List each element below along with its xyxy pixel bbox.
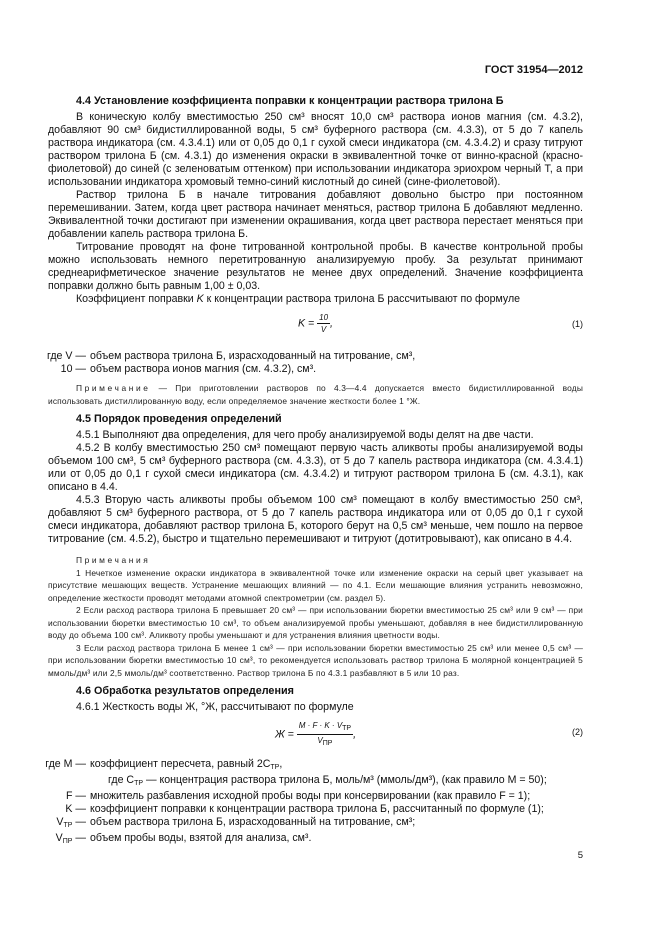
- formula-1: [48, 312, 583, 346]
- notes-label: Примечания: [76, 555, 151, 565]
- paragraph: 4.5.1 Выполняют два определения, для чего пробу анализируемой воды делят на две части.: [76, 429, 534, 441]
- note-item: 1 Нечеткое изменение окраски индикатора в эквивалентной точке или изменение окраски на серый цвет указывает на присутствие мешающих веществ. Устранение мешающих влияний — по 4.1. Если мешающие влияния устранить невозможно, определение жесткости проводят методами атомной спектрометрии (см. раздел 5).: [48, 567, 583, 603]
- term: K —: [65, 803, 86, 815]
- text: ,: [353, 728, 357, 741]
- definition: объем раствора ионов магния (см. 4.3.2), см³.: [90, 363, 317, 375]
- text: Коэффициент поправки: [76, 293, 197, 305]
- text: ,: [330, 317, 333, 330]
- subscript: ПР: [62, 838, 73, 845]
- fraction: [317, 312, 330, 335]
- text: V: [55, 832, 63, 844]
- subscript: ТР: [342, 725, 352, 732]
- text: —: [72, 832, 86, 844]
- term: [28, 832, 86, 848]
- note-label: Примечание: [76, 383, 151, 393]
- note-item: 2 Если расход раствора трилона Б превышает 20 см³ — при использовании бюретки вместимостью 25 см³ или 9 см³ — при использовании бюретки вместимостью 10 см³, то объем анализируемой пробы уменьшают, добавляя в нее бидистиллированную воду до объема 100 см³. Аликвоту пробы уменьшают и для устранения влияния цветности воды.: [48, 605, 583, 640]
- definition: множитель разбавления исходной пробы воды при консервировании (как правило F = 1);: [90, 790, 531, 802]
- section-4-4-heading: 4.4 Установление коэффициента поправки к концентрации раствора трилона Б: [76, 95, 504, 107]
- paragraph: 4.5.2 В колбу вместимостью 250 см³ помещают первую часть аликвоты пробы анализируемой воды объемом 100 см³, 5 см³ буферного раствора (см. 4.3.3), от 5 до 7 капель раствора индикатора (см. 4.3.4.1) или от 0,05 до 0,1 г сухой смеси индикатора (см. 4.3.4.2) и титруют раствором трилона Б (см. 4.3.1), как описано в 4.4.: [48, 442, 583, 493]
- symbol: K: [196, 293, 204, 305]
- note: [48, 382, 583, 407]
- term: F —: [65, 790, 86, 802]
- text: где C: [108, 774, 135, 786]
- term: где V —: [46, 350, 86, 362]
- text: — концентрация раствора трилона Б, моль/м³ (ммоль/дм³), (как правило M = 50);: [143, 774, 547, 786]
- formula-number: (1): [572, 319, 583, 329]
- formula-lhs: K =: [297, 317, 315, 330]
- formula-number: (2): [572, 727, 583, 737]
- subscript: ТР: [63, 822, 73, 829]
- subscript: ПР: [322, 740, 333, 747]
- term: где M —: [45, 758, 86, 770]
- section-4-6-heading: 4.6 Обработка результатов определения: [76, 685, 294, 697]
- fraction: [297, 720, 353, 749]
- subscript: ТР: [270, 764, 280, 771]
- paragraph: В коническую колбу вместимостью 250 см³ вносят 10,0 см³ раствора ионов магния (см. 4.3.2), добавляют 90 см³ бидистиллированной воды, 5 см³ буферного раствора (см. 4.3.3), от 5 до 7 капель раствора индикатора (см. 4.3.4.1) или от 0,05 до 0,1 г сухой смеси индикатора (см. 4.3.4.2) и сразу титруют раствором трилона Б (см. 4.3.1) до изменения окраски в эквивалентной точке от винно-красной (красно-фиолетовой) до синей (с зеленоватым оттенком) при использовании индикатора эриохром черный Т, а при использовании индикатора хромовый темно-синий кислотный до синей (сине-фиолетовой).: [48, 111, 583, 188]
- notes: [48, 554, 583, 679]
- formula-2: [48, 720, 583, 754]
- numerator: 10: [319, 313, 329, 322]
- definition: объем пробы воды, взятой для анализа, см³.: [90, 832, 312, 844]
- definition: [90, 774, 583, 790]
- legend-list: [28, 350, 583, 376]
- note-text: — При приготовлении растворов по 4.3—4.4 допускается вместо бидистиллированной воды использовать дистиллированную воду, если определяемое значение жесткости более 1 °Ж.: [48, 383, 583, 406]
- paragraph: Титрование проводят на фоне титрованной контрольной пробы. В качестве контрольной пробы можно использовать немного перетитрованную анализируемую пробу. За результат принимают среднеарифметическое значение результатов не менее двух определений. Значение коэффициента поправки должно быть равным 1,00 ± 0,03.: [48, 241, 583, 292]
- definition: коэффициент поправки к концентрации раствора трилона Б, рассчитанный по формуле (1);: [90, 803, 544, 815]
- text: V: [56, 816, 64, 828]
- page-number: 5: [577, 850, 583, 861]
- note-item: 3 Если расход раствора трилона Б менее 1 см³ — при использовании бюретки вместимостью 25 см³ или менее 0,5 см³ — при использовании бюретки вместимостью 10 см³, то рекомендуется использовать раствор трилона Б молярной концентрацией 5 ммоль/дм³ или 2,5 ммоль/дм³ соответственно. Раствор трилона Б по 4.3.1 разбавляют в 5 или 10 раз.: [48, 642, 583, 678]
- numerator: [297, 720, 353, 735]
- text: ,: [279, 758, 283, 770]
- text: коэффициент пересчета, равный 2C: [90, 758, 271, 770]
- legend-list: [28, 758, 583, 848]
- definition: объем раствора трилона Б, израсходованный на титрование, см³,: [90, 350, 416, 362]
- subscript: ТР: [134, 780, 144, 787]
- term: [28, 774, 86, 790]
- term: [28, 816, 86, 832]
- document-page: [45, 64, 583, 848]
- section-4-5-heading: 4.5 Порядок проведения определений: [76, 413, 282, 425]
- denominator: [297, 735, 353, 749]
- paragraph: 4.6.1 Жесткость воды Ж, °Ж, рассчитывают по формуле: [76, 701, 354, 713]
- formula-lhs: Ж =: [274, 728, 294, 741]
- text: к концентрации раствора трилона Б рассчитывают по формуле: [203, 293, 521, 305]
- definition: объем раствора трилона Б, израсходованный на титрование, см³;: [90, 816, 416, 828]
- document-header: ГОСТ 31954—2012: [484, 64, 583, 76]
- definition: [90, 758, 583, 774]
- text: —: [72, 816, 86, 828]
- term: 10 —: [60, 363, 86, 375]
- denominator: V: [320, 325, 327, 334]
- paragraph: 4.5.3 Вторую часть аликвоты пробы объемом 100 см³ помещают в колбу вместимостью 250 см³, добавляют 5 см³ буферного раствора, от 5 до 7 капель раствора индикатора или от 0,05 до 0,1 г сухой смеси индикатора, добавляют раствор трилона Б, которого берут на 0,5 см³ меньше, чем пошло на первое титрование (см. 4.5.2), быстро и тщательно перемешивают и титруют (дотитровывают), как описано в 4.4.: [48, 494, 583, 545]
- paragraph: [48, 293, 583, 306]
- text: M · F · K · V: [298, 721, 343, 730]
- paragraph: Раствор трилона Б в начале титрования добавляют довольно быстро при постоянном перемешивании. Затем, когда цвет раствора начинает меняться, раствор трилона Б добавляют медленно. Эквивалентной точки достигают при изменении окрашивания, когда цвет раствора перестает меняться при добавлении капель раствора трилона Б.: [48, 189, 583, 240]
- text: V: [317, 736, 323, 745]
